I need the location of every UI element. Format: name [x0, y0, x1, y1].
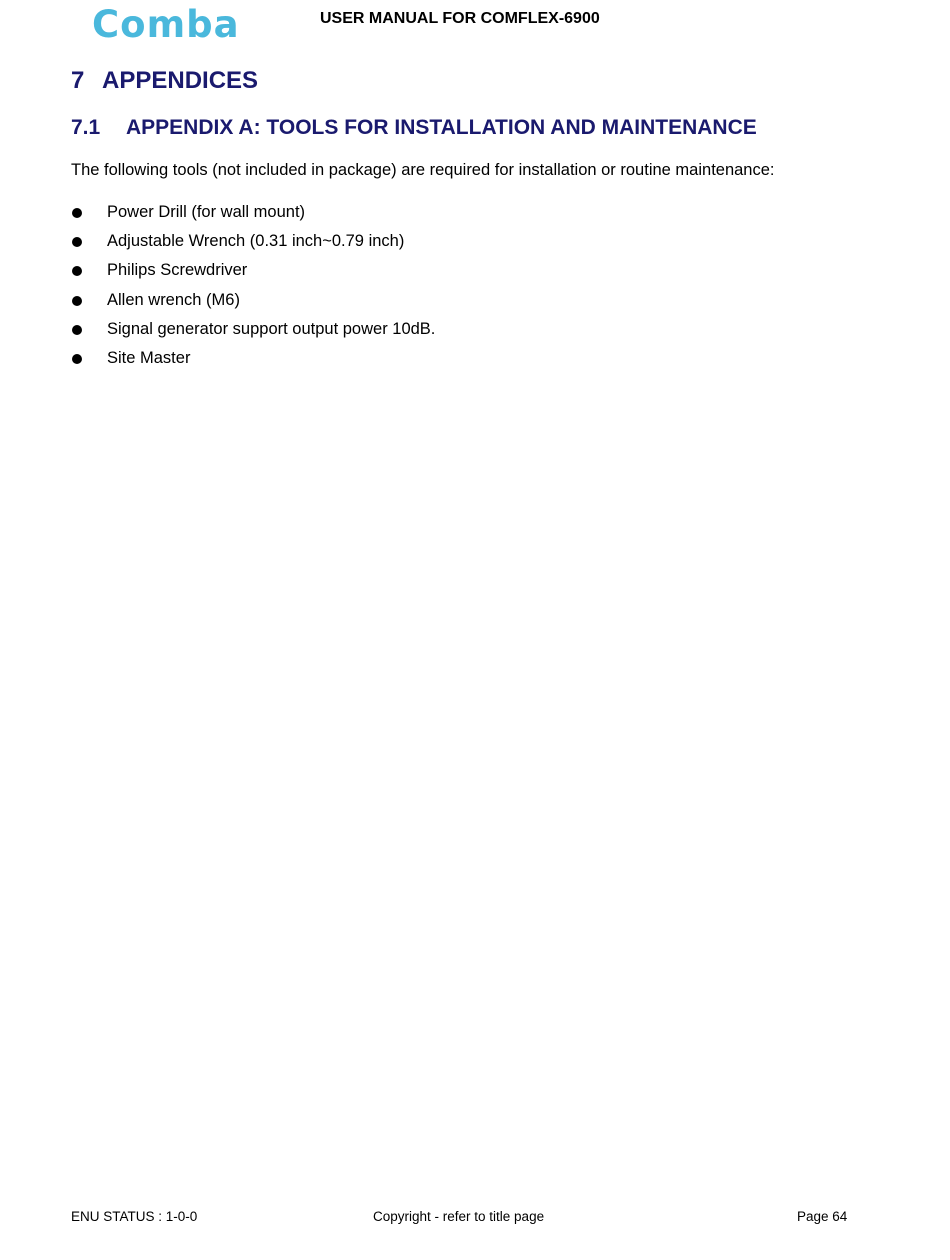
subsection-heading: [71, 116, 757, 140]
subsection-title: APPENDIX A: TOOLS FOR INSTALLATION AND MAINTENANCE: [126, 116, 757, 139]
tool-label: Power Drill (for wall mount): [107, 203, 306, 221]
list-item: [71, 320, 435, 349]
tool-label: Site Master: [107, 348, 191, 367]
list-item: [71, 232, 435, 261]
subsection-number: 7.1: [71, 116, 101, 139]
comba-logo: Comba: [92, 3, 240, 46]
tool-label: Philips Screwdriver: [107, 261, 248, 280]
section-heading: [71, 67, 258, 95]
bullet-icon: [72, 354, 82, 364]
section-title: APPENDICES: [102, 67, 259, 94]
list-item: [71, 291, 435, 320]
bullet-icon: [72, 237, 82, 247]
tool-label: Allen wrench (M6): [107, 290, 240, 309]
list-item: [71, 349, 435, 378]
footer-page-number: Page 64: [797, 1209, 848, 1224]
footer-status: ENU STATUS : 1-0-0: [71, 1209, 198, 1224]
tools-list: [71, 203, 435, 378]
tool-label: Adjustable Wrench (0.31 inch~0.79 inch): [107, 232, 405, 251]
list-item: [71, 203, 435, 232]
tool-label: Signal generator support output power 10dB.: [107, 319, 436, 338]
section-number: 7: [71, 67, 85, 94]
list-item: [71, 261, 435, 290]
intro-paragraph: The following tools (not included in package) are required for installation or routine maintenance:: [71, 161, 775, 179]
bullet-icon: [72, 296, 82, 306]
bullet-icon: [72, 325, 82, 335]
footer-copyright: Copyright - refer to title page: [373, 1209, 545, 1224]
bullet-icon: [72, 208, 82, 218]
document-header-title: USER MANUAL FOR COMFLEX-6900: [320, 10, 600, 27]
bullet-icon: [72, 266, 82, 276]
